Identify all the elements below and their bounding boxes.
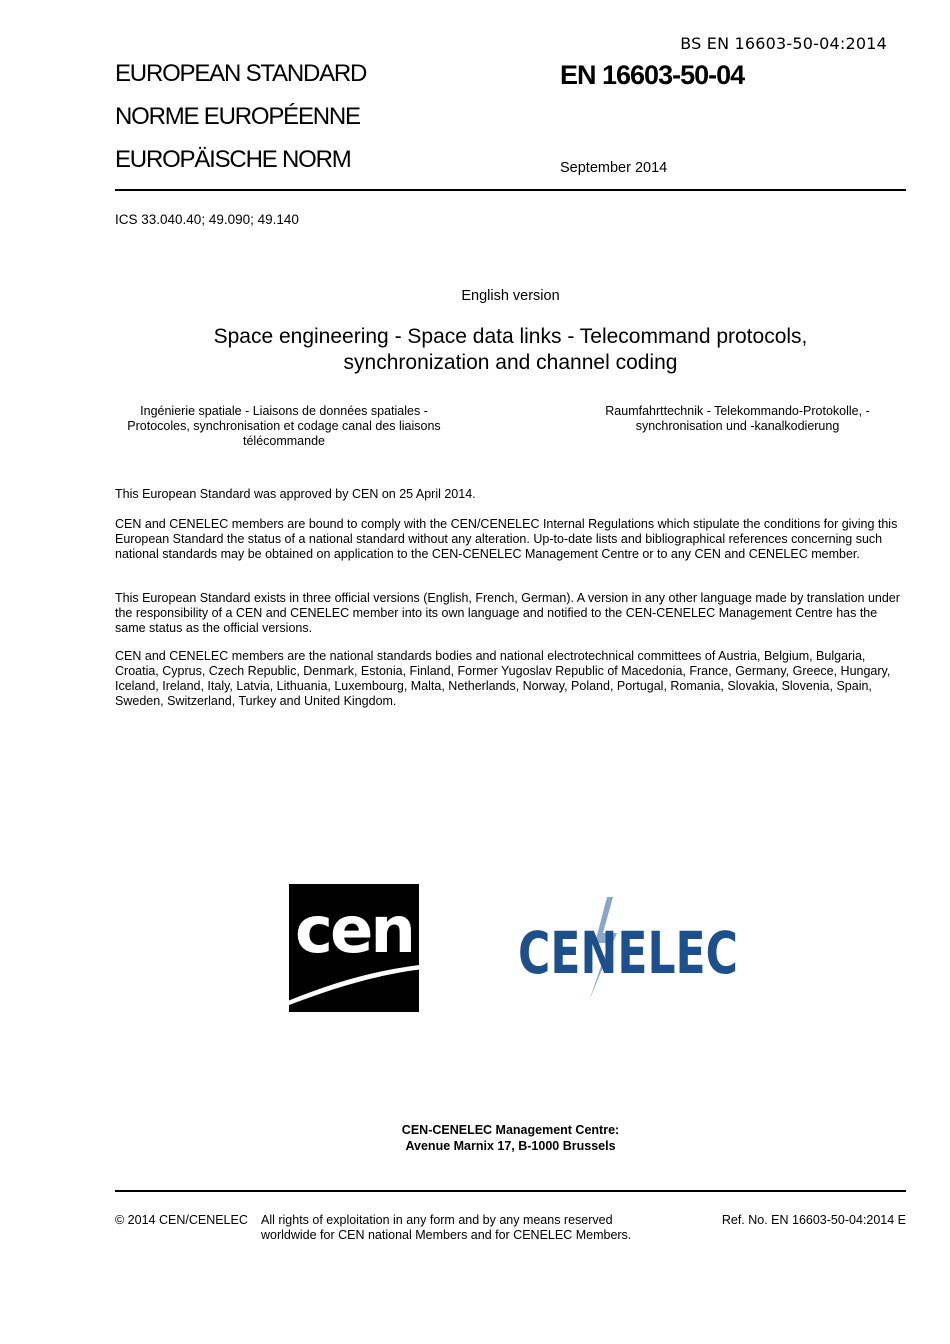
- ics-codes: ICS 33.040.40; 49.090; 49.140: [115, 212, 299, 227]
- management-centre: [115, 1122, 906, 1154]
- rights-statement: All rights of exploitation in any form and by any means reserved worldwide for CEN national Members and for CENELEC Members.: [261, 1213, 632, 1242]
- standard-number: EN 16603-50-04: [560, 60, 745, 90]
- copyright-notice: © 2014 CEN/CENELEC: [115, 1213, 248, 1227]
- members-paragraph: CEN and CENELEC members are the national standards bodies and national electrotechnical committees of Austria, Belgium, Bulgaria, Croatia, Cyprus, Czech Republic, Denmark, Estonia, Finland, Former Yugoslav Republic of Macedonia, France, Germany, Greece, Hungary, Iceland, Ireland, Italy, Latvia, Lithuania, Luxembourg, Malta, Netherlands, Norway, Poland, Portugal, Romania, Slovakia, Slovenia, Spain, Sweden, Switzerland, Turkey and United Kingdom.: [115, 649, 891, 708]
- approval-paragraph: This European Standard was approved by CEN on 25 April 2014.: [115, 487, 476, 501]
- cenelec-logo-text: CENELEC: [518, 919, 738, 987]
- header-divider: [115, 189, 906, 191]
- german-title: Raumfahrttechnik - Telekommando-Protokolle, - synchronisation und -kanalkodierung: [605, 404, 870, 433]
- version-label: English version: [461, 288, 560, 304]
- french-title: Ingénierie spatiale - Liaisons de données spatiales - Protocoles, synchronisation et codage canal des liaisons télécommande: [127, 404, 441, 448]
- footer-divider: [115, 1190, 906, 1192]
- cen-logo-icon: [270, 884, 436, 1014]
- publication-date: September 2014: [560, 160, 668, 176]
- management-centre-name: CEN-CENELEC Management Centre:: [401, 1123, 620, 1137]
- document-title-line-1: Space engineering - Space data links - Telecommand protocols,: [213, 325, 808, 348]
- standard-title-french: NORME EUROPÉENNE: [115, 103, 360, 130]
- management-centre-address: Avenue Marnix 17, B-1000 Brussels: [405, 1139, 616, 1153]
- document-title-line-2: synchronization and channel coding: [343, 351, 678, 374]
- document-title: [115, 324, 906, 376]
- cenelec-logo-icon: [513, 893, 743, 1003]
- bs-reference: BS EN 16603-50-04:2014: [680, 34, 887, 53]
- versions-paragraph: This European Standard exists in three official versions (English, French, German). A version in any other language made by translation under the responsibility of a CEN and CENELEC member into its own language and notified to the CEN-CENELEC Management Centre has the same status as the official versions.: [115, 591, 900, 635]
- standard-title-english: EUROPEAN STANDARD: [115, 60, 367, 87]
- compliance-paragraph: CEN and CENELEC members are bound to comply with the CEN/CENELEC Internal Regulations which stipulate the conditions for giving this European Standard the status of a national standard without any alteration. Up-to-date lists and bibliographical references concerning such national standards may be obtained on application to the CEN-CENELEC Management Centre or to any CEN and CENELEC member.: [115, 517, 898, 561]
- standard-title-german: EUROPÄISCHE NORM: [115, 146, 351, 173]
- cen-logo-text: cen: [295, 894, 413, 968]
- reference-number: Ref. No. EN 16603-50-04:2014 E: [721, 1213, 906, 1227]
